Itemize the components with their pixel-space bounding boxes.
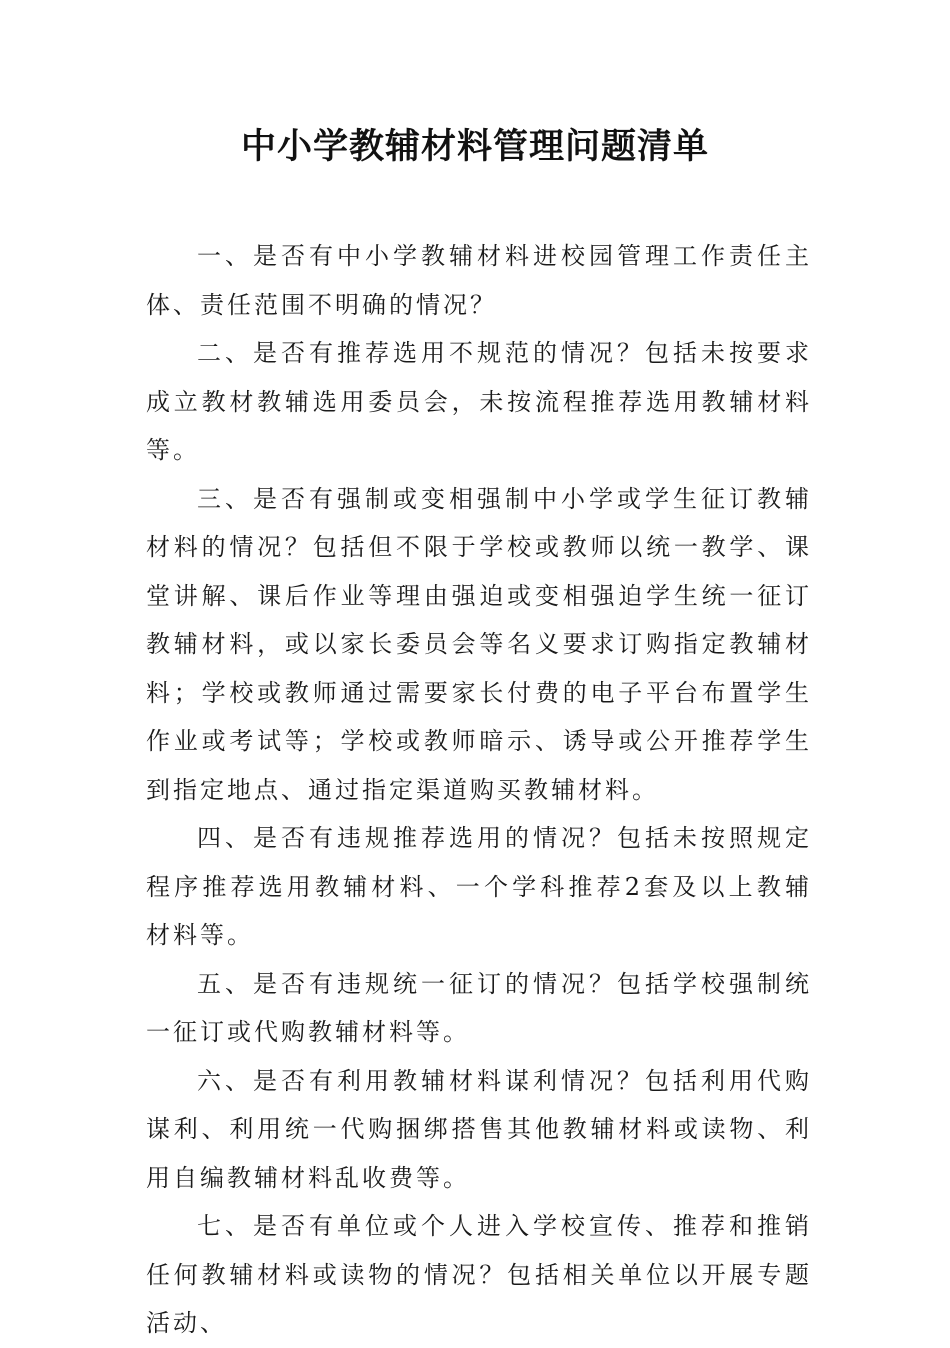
paragraph-6: 六、是否有利用教辅材料谋利情况？包括利用代购谋利、利用统一代购捆绑搭售其他教辅材料或读物、利用自编教辅材料乱收费等。: [146, 1066, 812, 1192]
paragraph-2: 二、是否有推荐选用不规范的情况？包括未按要求成立教材教辅选用委员会，未按流程推荐选用教辅材料等。: [146, 339, 812, 464]
paragraph-1: 一、是否有中小学教辅材料进校园管理工作责任主体、责任范围不明确的情况？: [146, 242, 812, 319]
paragraph-3: 三、是否有强制或变相强制中小学或学生征订教辅材料的情况？包括但不限于学校或教师以统一教学、课堂讲解、课后作业等理由强迫或变相强迫学生统一征订教辅材料，或以家长委员会等名义要求订购指定教辅材料；学校或教师通过需要家长付费的电子平台布置学生作业或考试等；学校或教师暗示、诱导或公开推荐学生到指定地点、通过指定渠道购买教辅材料。: [146, 484, 812, 804]
page-title: 中小学教辅材料管理问题清单: [240, 126, 709, 167]
paragraph-7: 七、是否有单位或个人进入学校宣传、推荐和推销任何教辅材料或读物的情况？包括相关单位以开展专题活动、: [146, 1212, 812, 1337]
paragraph-4: 四、是否有违规推荐选用的情况？包括未按照规定程序推荐选用教辅材料、一个学科推荐2套及以上教辅材料等。: [146, 824, 812, 949]
document-body: [146, 232, 812, 1348]
paragraph-5: 五、是否有违规统一征订的情况？包括学校强制统一征订或代购教辅材料等。: [146, 969, 812, 1046]
